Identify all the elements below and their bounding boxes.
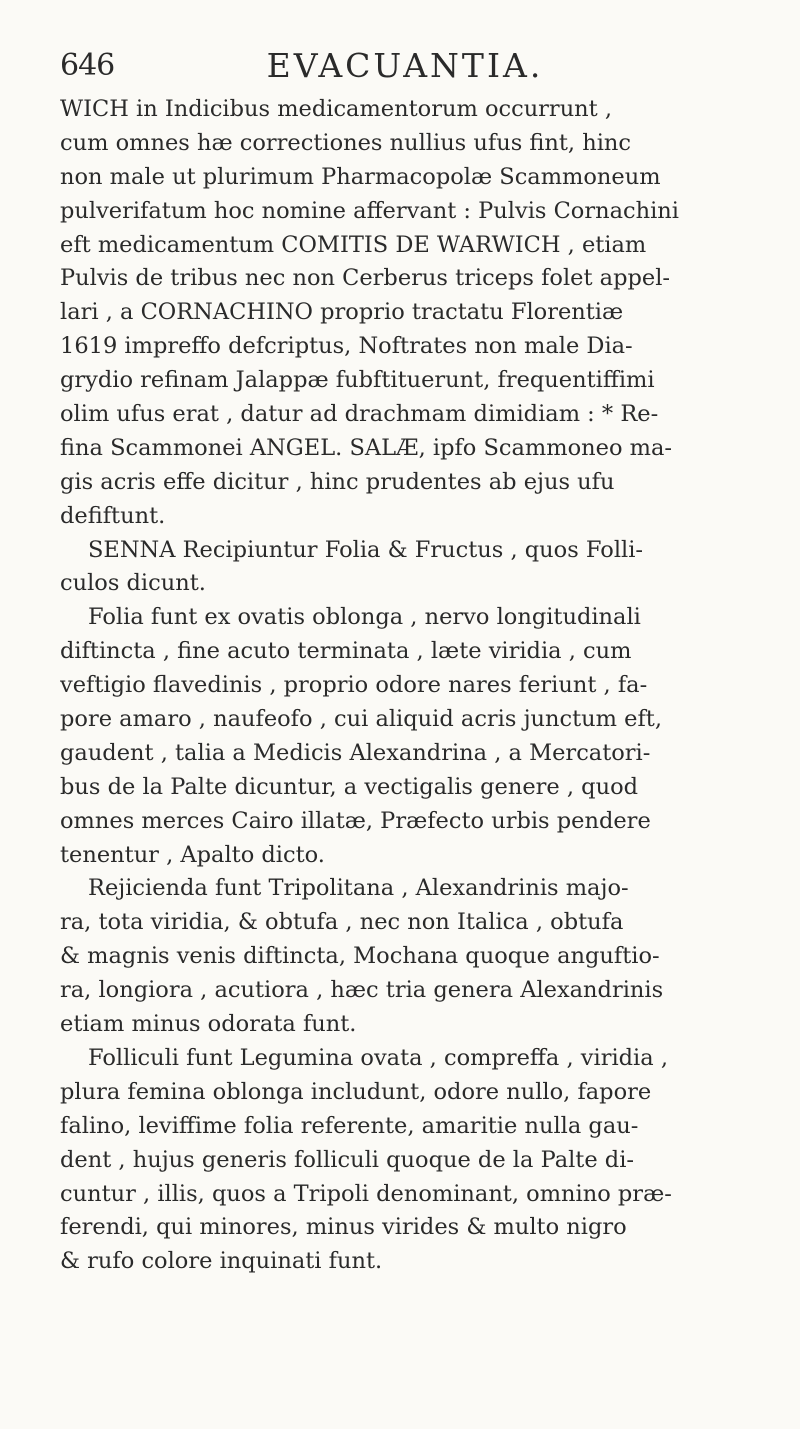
- running-title: EVACUANTIA.: [266, 46, 544, 85]
- text-line: dent , hujus generis folliculi quoque de la Palte di-: [60, 1146, 635, 1173]
- paragraph: [60, 601, 750, 872]
- body-text: [60, 93, 750, 1279]
- text-line: & magnis venis diftincta, Mochana quoque anguftio-: [60, 943, 660, 970]
- text-line: & rufo colore inquinati funt.: [60, 1248, 383, 1275]
- text-line: defiftunt.: [60, 502, 166, 529]
- text-line: fina Scammonei ANGEL. SALÆ, ipfo Scammoneo ma-: [60, 434, 673, 461]
- text-line: non male ut plurimum Pharmacopolæ Scammoneum: [60, 163, 661, 190]
- paragraph: [60, 872, 750, 1041]
- page-header: [60, 38, 750, 88]
- text-line: 1619 impreffo defcriptus, Noftrates non male Dia-: [60, 333, 633, 360]
- text-line: Pulvis de tribus nec non Cerberus triceps folet appel-: [60, 265, 671, 292]
- paragraph: [60, 93, 750, 534]
- text-line: omnes merces Cairo illatæ, Præfecto urbis pendere: [60, 807, 651, 834]
- text-line: cuntur , illis, quos a Tripoli denominant, omnino præ-: [60, 1180, 672, 1207]
- text-line: tenentur , Apalto dicto.: [60, 841, 325, 868]
- text-line: olim ufus erat , datur ad drachmam dimidiam : * Re-: [60, 401, 659, 428]
- text-line: lari , a CORNACHINO proprio tractatu Florentiæ: [60, 299, 624, 326]
- paragraph: [60, 1042, 750, 1279]
- paragraph: [60, 534, 750, 602]
- text-line: WICH in Indicibus medicamentorum occurrunt ,: [60, 96, 613, 122]
- text-line: bus de la Palte dicuntur, a vectigalis genere , quod: [60, 773, 639, 800]
- text-line: ra, longiora , acutiora , hæc tria genera Alexandrinis: [60, 977, 664, 1004]
- text-line: Folia funt ex ovatis oblonga , nervo longitudinali: [88, 604, 641, 631]
- page-number: 646: [60, 48, 115, 83]
- text-line: diftincta , fine acuto terminata , læte viridia , cum: [60, 638, 632, 665]
- text-line: Rejicienda funt Tripolitana , Alexandrinis majo-: [88, 875, 629, 902]
- text-line: gis acris effe dicitur , hinc prudentes ab ejus ufu: [60, 468, 615, 495]
- text-line: ferendi, qui minores, minus virides & multo nigro: [60, 1214, 627, 1241]
- text-line: eft medicamentum COMITIS DE WARWICH , etiam: [60, 231, 647, 258]
- text-line: cum omnes hæ correctiones nullius ufus fint, hinc: [60, 129, 632, 156]
- text-line: culos dicunt.: [60, 570, 206, 597]
- text-line: veftigio flavedinis , proprio odore nares feriunt , fa-: [60, 672, 648, 699]
- text-line: Folliculi funt Legumina ovata , compreffa , viridia ,: [88, 1044, 668, 1071]
- text-line: pore amaro , naufeofo , cui aliquid acris junctum eft,: [60, 706, 662, 733]
- text-line: gaudent , talia a Medicis Alexandrina , a Mercatori-: [60, 739, 651, 766]
- text-line: SENNA Recipiuntur Folia & Fructus , quos Folli-: [88, 536, 644, 563]
- text-line: ra, tota viridia, & obtufa , nec non Italica , obtufa: [60, 909, 624, 936]
- text-line: etiam minus odorata funt.: [60, 1011, 357, 1038]
- text-line: pulverifatum hoc nomine affervant : Pulvis Cornachini: [60, 197, 679, 224]
- text-line: grydio refinam Jalappæ fubftituerunt, frequentiffimi: [60, 367, 655, 394]
- text-line: plura femina oblonga includunt, odore nullo, fapore: [60, 1078, 652, 1105]
- text-line: falino, leviffime folia referente, amaritie nulla gau-: [60, 1112, 639, 1139]
